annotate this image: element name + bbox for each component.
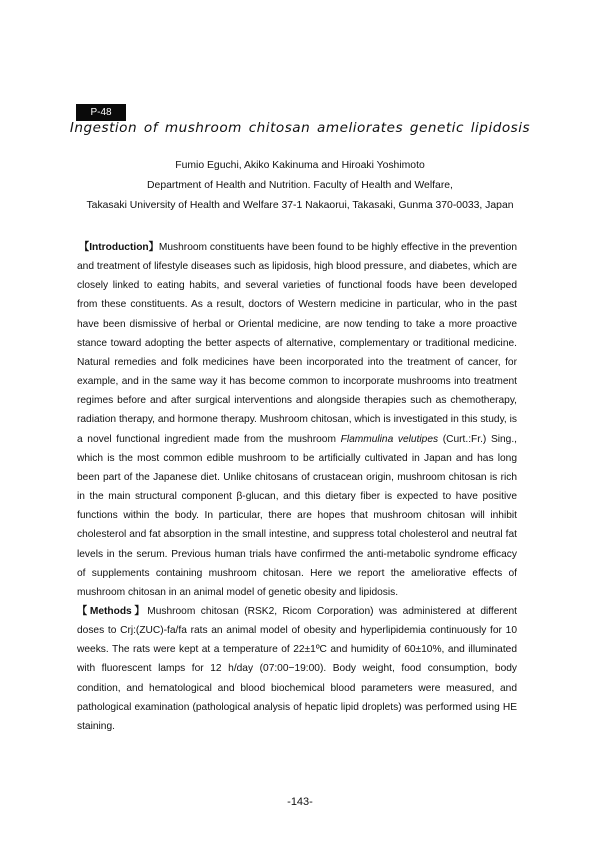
- introduction-text-part-1: Mushroom constituents have been found to be highly effective in the prevention and treatment of lifestyle diseases such as lipidosis, high blood pressure, and diabetes, which are closely linked to eating habits, and several varieties of functional foods have been developed from these constituents. As a result, doctors of Western medicine in particular, who in the past have been dismissive of herbal or Oriental medicine, are now tending to take a more proactive stance toward adopting the better aspects of alternative, complementary or traditional medicine. Natural remedies and folk medicines have been incorporated into the treatment of cancer, for example, and in the same way it has become common to incorporate mushrooms into treatment regimes before and after surgical interventions and alongside therapies such as chemotherapy, radiation therapy, and hormone therapy. Mushroom chitosan, which is investigated in this study, is a novel functional ingredient made from the mushroom: [77, 242, 517, 445]
- methods-text: Mushroom chitosan (RSK2, Ricom Corporation) was administered at different doses to Crj:(ZUC)-fa/fa rats an animal model of obesity and hyperlipidemia continuously for 10 weeks. The rats were kept at a temperature of 22±1ºC and humidity of 60±10%, and illuminated with fluorescent lamps for 12 h/day (07:00−19:00). Body weight, food consumption, body condition, and hematological and blood biochemical blood parameters were measured, and pathological examination (pathological analysis of hepatic lipid droplets) was performed using HE staining.: [77, 605, 517, 732]
- introduction-text-part-2: (Curt.:Fr.) Sing., which is the most common edible mushroom to be artificially cultivated in Japan and has long been part of the Japanese diet. Unlike chitosans of crustacean origin, mushroom chitosan is rich in the main structural component β-glucan, and this dietary fiber is expected to have positive functions within the body. In particular, there are hopes that mushroom chitosan will inhibit cholesterol and fat absorption in the small intestine, and suppress total cholesterol and neutral fat levels in the serum. Previous human trials have confirmed the anti-metabolic syndrome efficacy of supplements containing mushroom chitosan. Here we report the ameliorative effects of mushroom chitosan in an animal model of genetic obesity and lipidosis.: [77, 433, 517, 598]
- affiliation-line-1: Department of Health and Nutrition. Faculty of Health and Welfare,: [147, 180, 453, 191]
- introduction-paragraph: [77, 238, 517, 602]
- methods-label: 【Methods】: [77, 605, 148, 617]
- page-number: -143-: [287, 796, 313, 808]
- introduction-label: 【Introduction】: [79, 242, 159, 253]
- author-block: [0, 156, 600, 216]
- abstract-body: [77, 238, 517, 736]
- species-name: Flammulina velutipes: [340, 433, 439, 445]
- poster-number-badge: P-48: [76, 104, 126, 121]
- methods-paragraph: [77, 602, 517, 736]
- paper-title: Ingestion of mushroom chitosan ameliorates genetic lipidosis: [69, 120, 531, 136]
- author-names: Fumio Eguchi, Akiko Kakinuma and Hiroaki Yoshimoto: [175, 160, 425, 171]
- affiliation-line-2: Takasaki University of Health and Welfare 37-1 Nakaorui, Takasaki, Gunma 370-0033, Japan: [86, 200, 514, 211]
